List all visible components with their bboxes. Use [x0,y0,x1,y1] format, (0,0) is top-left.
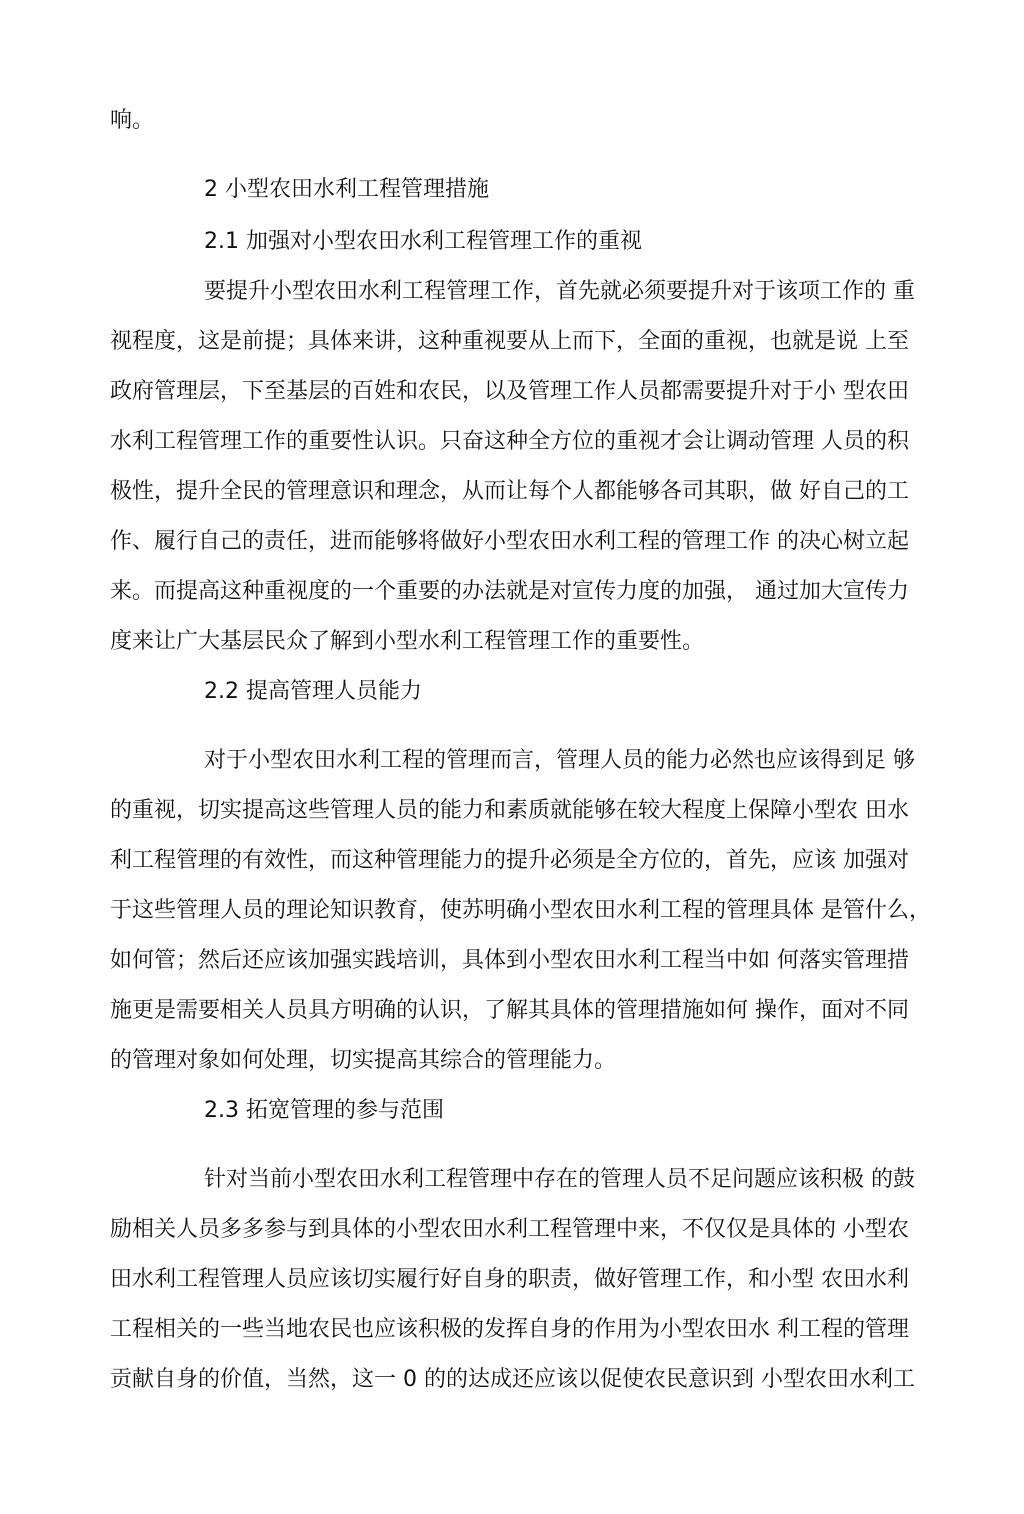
paragraph-line: 田水利工程管理人员应该切实履行好自身的职责，做好管理工作，和小型 农田水利 [110,1267,909,1292]
paragraph-line: 利工程管理的有效性，而这种管理能力的提升必须是全方位的，首先，应该 加强对 [110,848,909,873]
paragraph-line: 针对当前小型农田水利工程管理中存在的管理人员不足问题应该积极 的鼓 [204,1167,915,1192]
paragraph-line: 工程相关的一些当地农民也应该积极的发挥自身的作用为小型农田水 利工程的管理 [110,1317,909,1342]
subsection-heading: 2.1 加强对小型农田水利工程管理工作的重视 [204,229,642,254]
section-heading: 2 小型农田水利工程管理措施 [204,177,489,202]
paragraph-line: 施更是需要相关人员具方明确的认识，了解其具体的管理措施如何 操作，面对不同 [110,998,909,1023]
paragraph-line: 励相关人员多多参与到具体的小型农田水利工程管理中来，不仅仅是具体的 小型农 [110,1217,909,1242]
paragraph-line: 如何管；然后还应该加强实践培训，具体到小型农田水利工程当中如 何落实管理措 [110,948,909,973]
paragraph-line: 度来让广大基层民众了解到小型水利工程管理工作的重要性。 [110,629,705,654]
paragraph-line: 作、履行自己的责任，进而能够将做好小型农田水利工程的管理工作 的决心树立起 [110,529,909,554]
paragraph-line: 对于小型农田水利工程的管理而言，管理人员的能力必然也应该得到足 够 [204,748,915,773]
subsection-heading: 2.2 提高管理人员能力 [204,679,422,704]
paragraph-line: 的重视，切实提高这些管理人员的能力和素质就能够在较大程度上保障小型农 田水 [110,798,909,823]
paragraph-line: 贡献自身的价值，当然，这一 0 的的达成还应该以促使农民意识到 小型农田水利工 [110,1367,915,1392]
subsection-heading: 2.3 拓宽管理的参与范围 [204,1098,444,1123]
paragraph-line: 的管理对象如何处理，切实提高其综合的管理能力。 [110,1048,617,1073]
paragraph-line: 水利工程管理工作的重要性认识。只奋这种全方位的重视才会让调动管理 人员的积 [110,429,909,454]
paragraph-line: 于这些管理人员的理论知识教育，使苏明确小型农田水利工程的管理具体 是管什么， [110,898,931,923]
paragraph-line: 极性，提升全民的管理意识和理念，从而让每个人都能够各司其职，做 好自己的工 [110,479,909,504]
paragraph-line: 要提升小型农田水利工程管理工作，首先就必须要提升对于该项工作的 重 [204,279,915,304]
paragraph-line: 政府管理层，下至基层的百姓和农民，以及管理工作人员都需要提升对于小 型农田 [110,379,909,404]
paragraph-line: 来。而提高这种重视度的一个重要的办法就是对宣传力度的加强， 通过加大宣传力 [110,579,909,604]
paragraph-line: 响。 [110,108,155,133]
paragraph-line: 视程度，这是前提；具体来讲，这种重视要从上而下，全面的重视，也就是说 上至 [110,329,909,354]
